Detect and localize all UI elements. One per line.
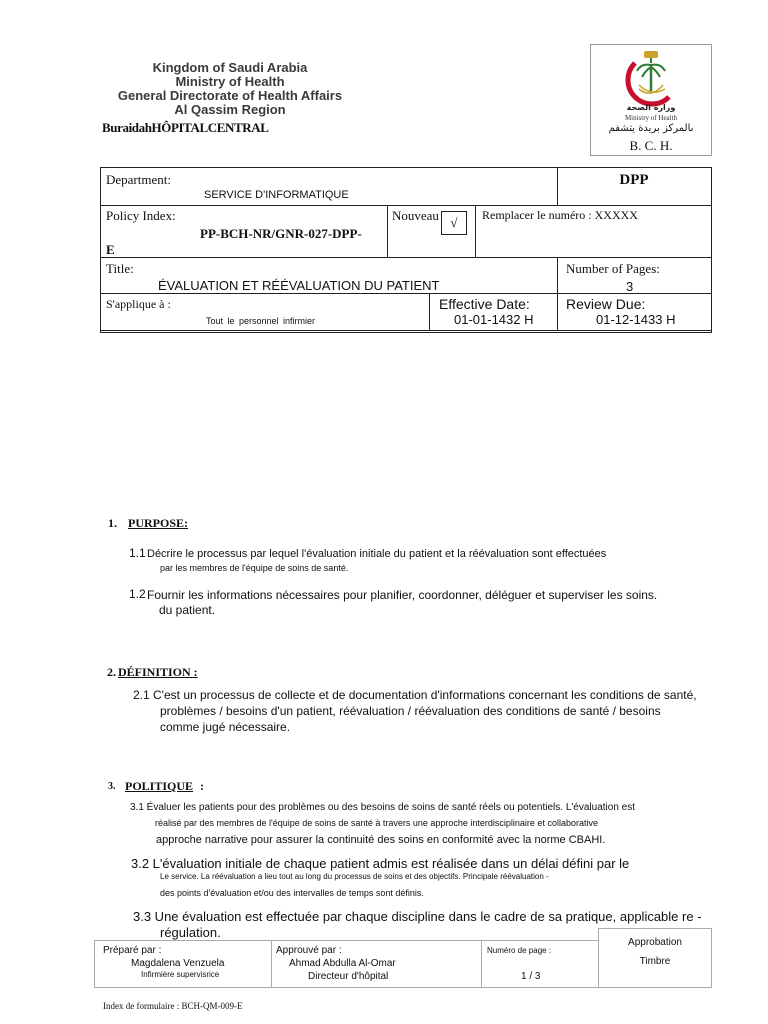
policy-index-suffix: E xyxy=(106,242,115,257)
d21-line-3: comme jugé nécessaire. xyxy=(160,720,291,734)
logo-ministry-en: Ministry of Health xyxy=(624,114,678,122)
title-value: ÉVALUATION ET RÉÉVALUATION DU PATIENT xyxy=(158,278,440,293)
s31-line-3: approche narrative pour assurer la continuité des soins en conformité avec la norme CBAHI. xyxy=(156,834,606,846)
dpp-code: DPP xyxy=(619,172,649,188)
approved-label: Approuvé par : xyxy=(276,945,342,956)
policy-index-label: Policy Index: xyxy=(106,208,176,223)
s31-line-2: réalisé par des membres de l'équipe de soins de santé à travers une approche interdisciplinaire et collaborative xyxy=(155,818,598,828)
s32-line-1: 3.2 L'évaluation initiale de chaque patient admis est réalisée dans un délai défini par le xyxy=(131,856,630,871)
header-org-line-1: Kingdom of Saudi Arabia xyxy=(152,60,308,75)
p11-line-2: par les membres de l'équipe de soins de santé. xyxy=(160,563,349,573)
pages-value: 3 xyxy=(626,279,634,294)
review-value: 01-12-1433 H xyxy=(596,312,676,327)
d21-line-1: 2.1 C'est un processus de collecte et de documentation d'informations concernant les conditions de santé, xyxy=(133,688,697,702)
definition-heading: DÉFINITION : xyxy=(118,665,198,679)
pages-label: Number of Pages: xyxy=(566,261,660,276)
applies-value: Tout le personnel infirmier xyxy=(206,316,316,326)
effective-value: 01-01-1432 H xyxy=(454,312,534,327)
p12-number: 1.2 xyxy=(129,587,146,601)
hospital-name: BuraidahHÔPITALCENTRAL xyxy=(102,120,269,135)
p12-line-1: Fournir les informations nécessaires pour planifier, coordonner, déléguer et superviser les soins. xyxy=(147,588,658,602)
s33-line-1: 3.3 Une évaluation est effectuée par chaque discipline dans le cadre de sa pratique, applicable re - xyxy=(133,909,702,924)
approved-name: Ahmad Abdulla Al-Omar xyxy=(289,958,396,969)
effective-label: Effective Date: xyxy=(439,296,530,312)
approved-role: Directeur d'hôpital xyxy=(308,971,389,982)
stamp-label: Timbre xyxy=(639,956,671,967)
form-index: Index de formulaire : BCH-QM-009-E xyxy=(103,1001,243,1011)
s33-line-2: régulation. xyxy=(160,925,221,940)
p11-line-1: Décrire le processus par lequel l'évaluation initiale du patient et la réévaluation sont effectuées xyxy=(147,548,607,560)
logo-bch: B. C. H. xyxy=(629,138,673,153)
s31-line-1: 3.1 Évaluer les patients pour des problèmes ou des besoins de soins de santé réels ou potentiels. L'évaluation est xyxy=(130,802,636,813)
prepared-name: Magdalena Venzuela xyxy=(131,958,225,969)
d21-line-2: problèmes / besoins d'un patient, réévaluation / réévaluation des conditions de santé / besoins xyxy=(160,704,661,718)
logo-arabic-ministry: وزارة الصحة xyxy=(626,103,676,112)
page-number-label: Numéro de page : xyxy=(487,946,552,955)
nouveau-label: Nouveau xyxy=(392,208,439,223)
approval-label: Approbation xyxy=(628,937,682,948)
purpose-heading: PURPOSE: xyxy=(128,516,188,530)
purpose-number: 1. xyxy=(108,516,117,530)
prepared-role: Infirmière supervisrice xyxy=(141,970,220,979)
s32-line-3: des points d'évaluation et/ou des intervalles de temps sont définis. xyxy=(160,888,424,898)
ministry-logo xyxy=(590,44,712,156)
header-org-line-2: Ministry of Health xyxy=(175,74,285,89)
politique-colon: : xyxy=(200,779,204,793)
p12-line-2: du patient. xyxy=(159,603,216,617)
page-number-value: 1 / 3 xyxy=(521,971,541,982)
replace-number: Remplacer le numéro : XXXXX xyxy=(482,208,638,222)
prepared-label: Préparé par : xyxy=(103,945,162,956)
politique-number: 3. xyxy=(108,781,116,792)
department-label: Department: xyxy=(106,172,171,187)
header-org-line-3: General Directorate of Health Affairs xyxy=(117,88,343,103)
header-org-line-4: Al Qassim Region xyxy=(174,102,286,117)
nouveau-checkbox[interactable]: √ xyxy=(441,211,467,235)
politique-heading: POLITIQUE xyxy=(125,779,194,793)
logo-arabic-hospital: ىالمركز بريدة يتشفم xyxy=(608,123,694,134)
s32-line-2: Le service. La réévaluation a lieu tout au long du processus de soins et des objectifs. Principale réévaluation - xyxy=(160,872,549,881)
definition-number: 2. xyxy=(107,665,116,679)
title-label: Title: xyxy=(106,261,134,276)
policy-index-value: PP-BCH-NR/GNR-027-DPP- xyxy=(200,226,362,241)
department-value: SERVICE D'INFORMATIQUE xyxy=(204,189,349,201)
applies-label: S'applique à : xyxy=(106,297,171,311)
review-label: Review Due: xyxy=(566,296,646,312)
p11-number: 1.1 xyxy=(129,546,146,560)
